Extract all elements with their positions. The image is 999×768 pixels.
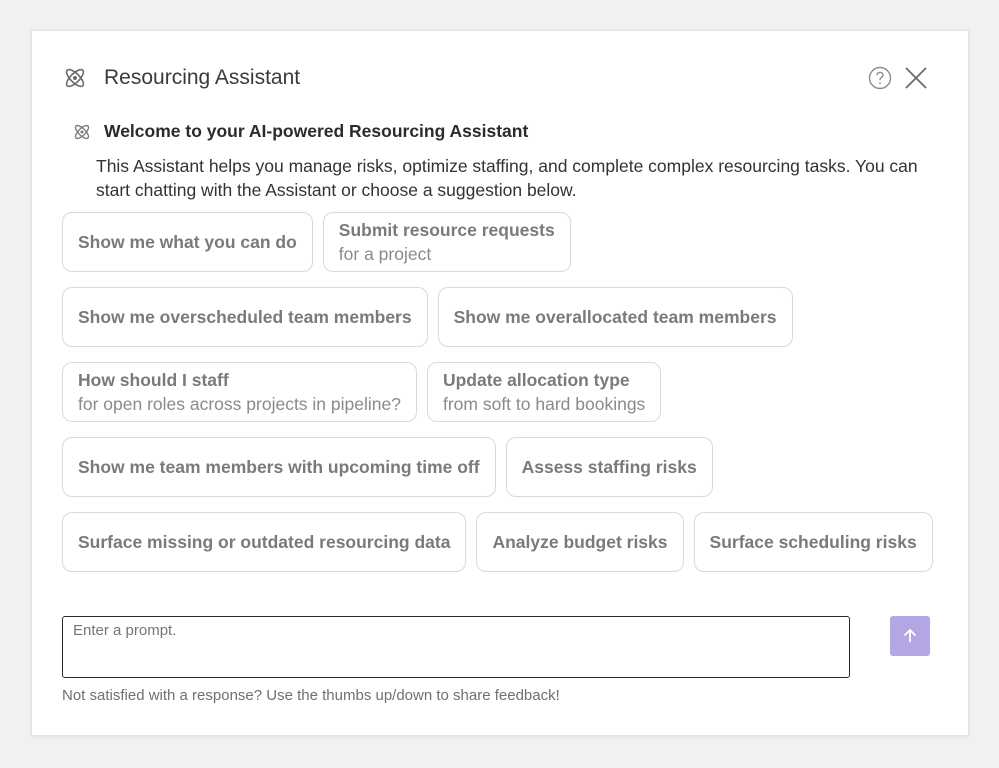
atom-icon xyxy=(72,122,92,142)
suggestion-row xyxy=(62,212,942,272)
suggestion-label: Show me overallocated team members xyxy=(453,307,777,327)
welcome-title: Welcome to your AI-powered Resourcing Assistant xyxy=(104,121,529,141)
suggestion-label: Surface missing or outdated resourcing data xyxy=(78,532,451,552)
suggestion-sublabel: for a project xyxy=(338,244,432,264)
suggestion-label: Show me what you can do xyxy=(78,232,297,252)
suggestion-row xyxy=(62,437,942,497)
feedback-note: Not satisfied with a response? Use the thumbs up/down to share feedback! xyxy=(62,687,560,704)
suggestion-sublabel: from soft to hard bookings xyxy=(442,394,646,414)
send-button[interactable] xyxy=(890,616,930,656)
suggestion-label: Show me team members with upcoming time off xyxy=(78,457,480,477)
suggestion-chip[interactable] xyxy=(427,362,661,422)
atom-icon xyxy=(62,65,88,91)
suggestion-chip[interactable] xyxy=(62,287,428,347)
suggestion-chip[interactable] xyxy=(62,437,496,497)
suggestion-label: Surface scheduling risks xyxy=(709,532,917,552)
suggestion-list xyxy=(62,212,942,587)
suggestion-chip[interactable] xyxy=(62,212,313,272)
suggestion-label: Show me overscheduled team members xyxy=(78,307,412,327)
header-actions xyxy=(868,66,928,90)
panel-title: Resourcing Assistant xyxy=(104,66,301,89)
suggestion-chip[interactable] xyxy=(694,512,933,572)
prompt-input[interactable] xyxy=(62,616,850,678)
suggestion-label: How should I staff xyxy=(78,370,229,390)
suggestion-sublabel: for open roles across projects in pipeline? xyxy=(78,394,401,414)
welcome-body: This Assistant helps you manage risks, optimize staffing, and complete complex resourcing tasks. You can start chatting with the Assistant or choose a suggestion below. xyxy=(96,156,918,200)
suggestion-chip[interactable] xyxy=(62,512,466,572)
suggestion-row xyxy=(62,287,942,347)
suggestion-label: Assess staffing risks xyxy=(521,457,697,477)
suggestion-label: Analyze budget risks xyxy=(492,532,668,552)
suggestion-chip[interactable] xyxy=(506,437,713,497)
suggestion-row xyxy=(62,512,942,572)
suggestion-chip[interactable] xyxy=(476,512,683,572)
suggestion-chip[interactable] xyxy=(438,287,793,347)
arrow-up-icon xyxy=(901,627,919,645)
panel-header xyxy=(62,61,928,95)
close-icon[interactable] xyxy=(904,66,928,90)
welcome-message xyxy=(72,121,928,202)
help-circle-icon[interactable] xyxy=(868,66,892,90)
suggestion-label: Submit resource requests xyxy=(338,220,555,240)
welcome-header xyxy=(72,121,928,142)
assistant-panel xyxy=(31,30,969,736)
suggestion-chip[interactable] xyxy=(62,362,417,422)
suggestion-label: Update allocation type xyxy=(442,370,630,390)
suggestion-row xyxy=(62,362,942,422)
suggestion-chip[interactable] xyxy=(323,212,571,272)
